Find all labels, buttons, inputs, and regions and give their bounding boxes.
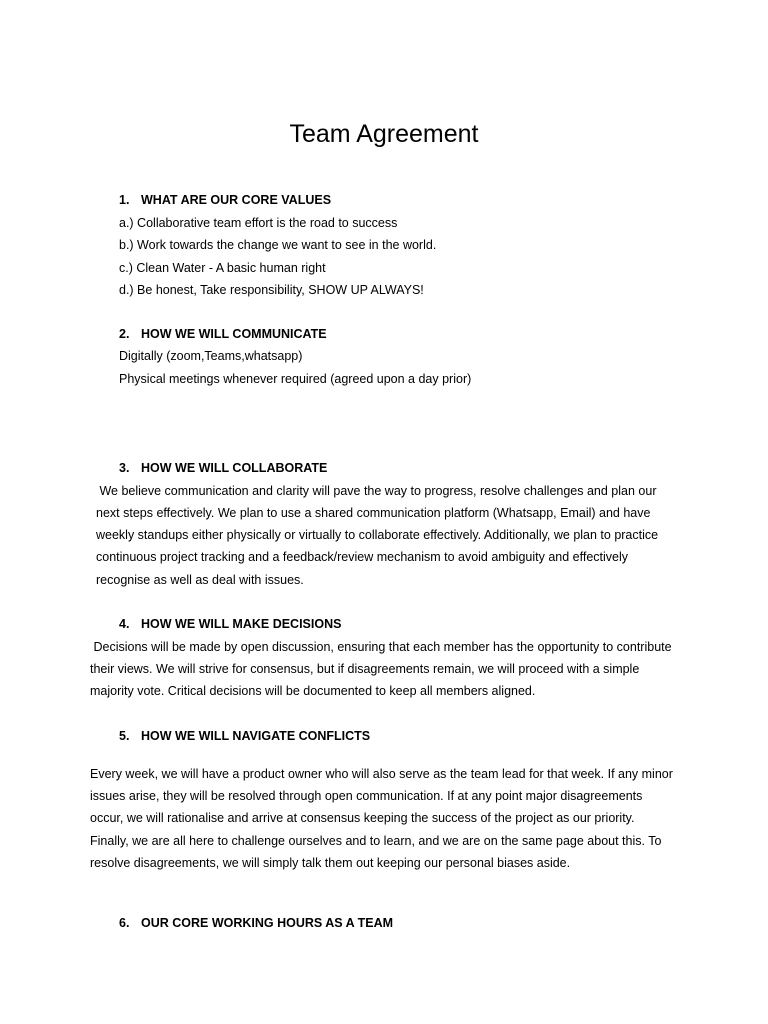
body-line: Digitally (zoom,Teams,whatsapp)	[119, 349, 303, 363]
body-line: next steps effectively. We plan to use a shared communication platform (Whatsapp, Email) and have	[96, 506, 651, 520]
body-line: occur, we will rationalise and arrive at consensus keeping the success of the project as our priority.	[90, 811, 635, 825]
body-line: d.) Be honest, Take responsibility, SHOW UP ALWAYS!	[119, 283, 424, 297]
body-line: b.) Work towards the change we want to see in the world.	[119, 238, 437, 252]
section-heading-core-values: 1. WHAT ARE OUR CORE VALUES	[119, 193, 332, 207]
body-line: issues arise, they will be resolved through open communication. If at any point major disagreements	[90, 789, 643, 803]
section-heading-working-hours: 6. OUR CORE WORKING HOURS AS A TEAM	[119, 916, 394, 930]
document-title: Team Agreement	[289, 120, 479, 148]
body-line: weekly standups either physically or virtually to collaborate effectively. Additionally, we plan to practice	[96, 528, 659, 542]
body-line: Every week, we will have a product owner who will also serve as the team lead for that week. If any minor	[90, 767, 673, 781]
body-line: their views. We will strive for consensus, but if disagreements remain, we will proceed with a simple	[90, 662, 640, 676]
body-line: resolve disagreements, we will simply talk them out keeping our personal biases aside.	[90, 856, 571, 870]
section-heading-collaborate: 3. HOW WE WILL COLLABORATE	[119, 461, 328, 475]
body-line: Finally, we are all here to challenge ourselves and to learn, and we are on the same page about this. To	[90, 834, 662, 848]
section-heading-communicate: 2. HOW WE WILL COMMUNICATE	[119, 327, 327, 341]
body-line: We believe communication and clarity will pave the way to progress, resolve challenges and plan our	[96, 484, 657, 498]
body-line: recognise as well as deal with issues.	[96, 573, 304, 587]
body-line: Physical meetings whenever required (agreed upon a day prior)	[119, 372, 472, 386]
body-line: c.) Clean Water - A basic human right	[119, 261, 326, 275]
body-line: continuous project tracking and a feedback/review mechanism to avoid ambiguity and effectively	[96, 550, 629, 564]
section-heading-decisions: 4. HOW WE WILL MAKE DECISIONS	[119, 617, 342, 631]
section-heading-conflicts: 5. HOW WE WILL NAVIGATE CONFLICTS	[119, 729, 371, 743]
body-line: majority vote. Critical decisions will be documented to keep all members aligned.	[90, 684, 536, 698]
body-line: a.) Collaborative team effort is the road to success	[119, 216, 398, 230]
body-line: Decisions will be made by open discussion, ensuring that each member has the opportunity to contribute	[90, 640, 672, 654]
